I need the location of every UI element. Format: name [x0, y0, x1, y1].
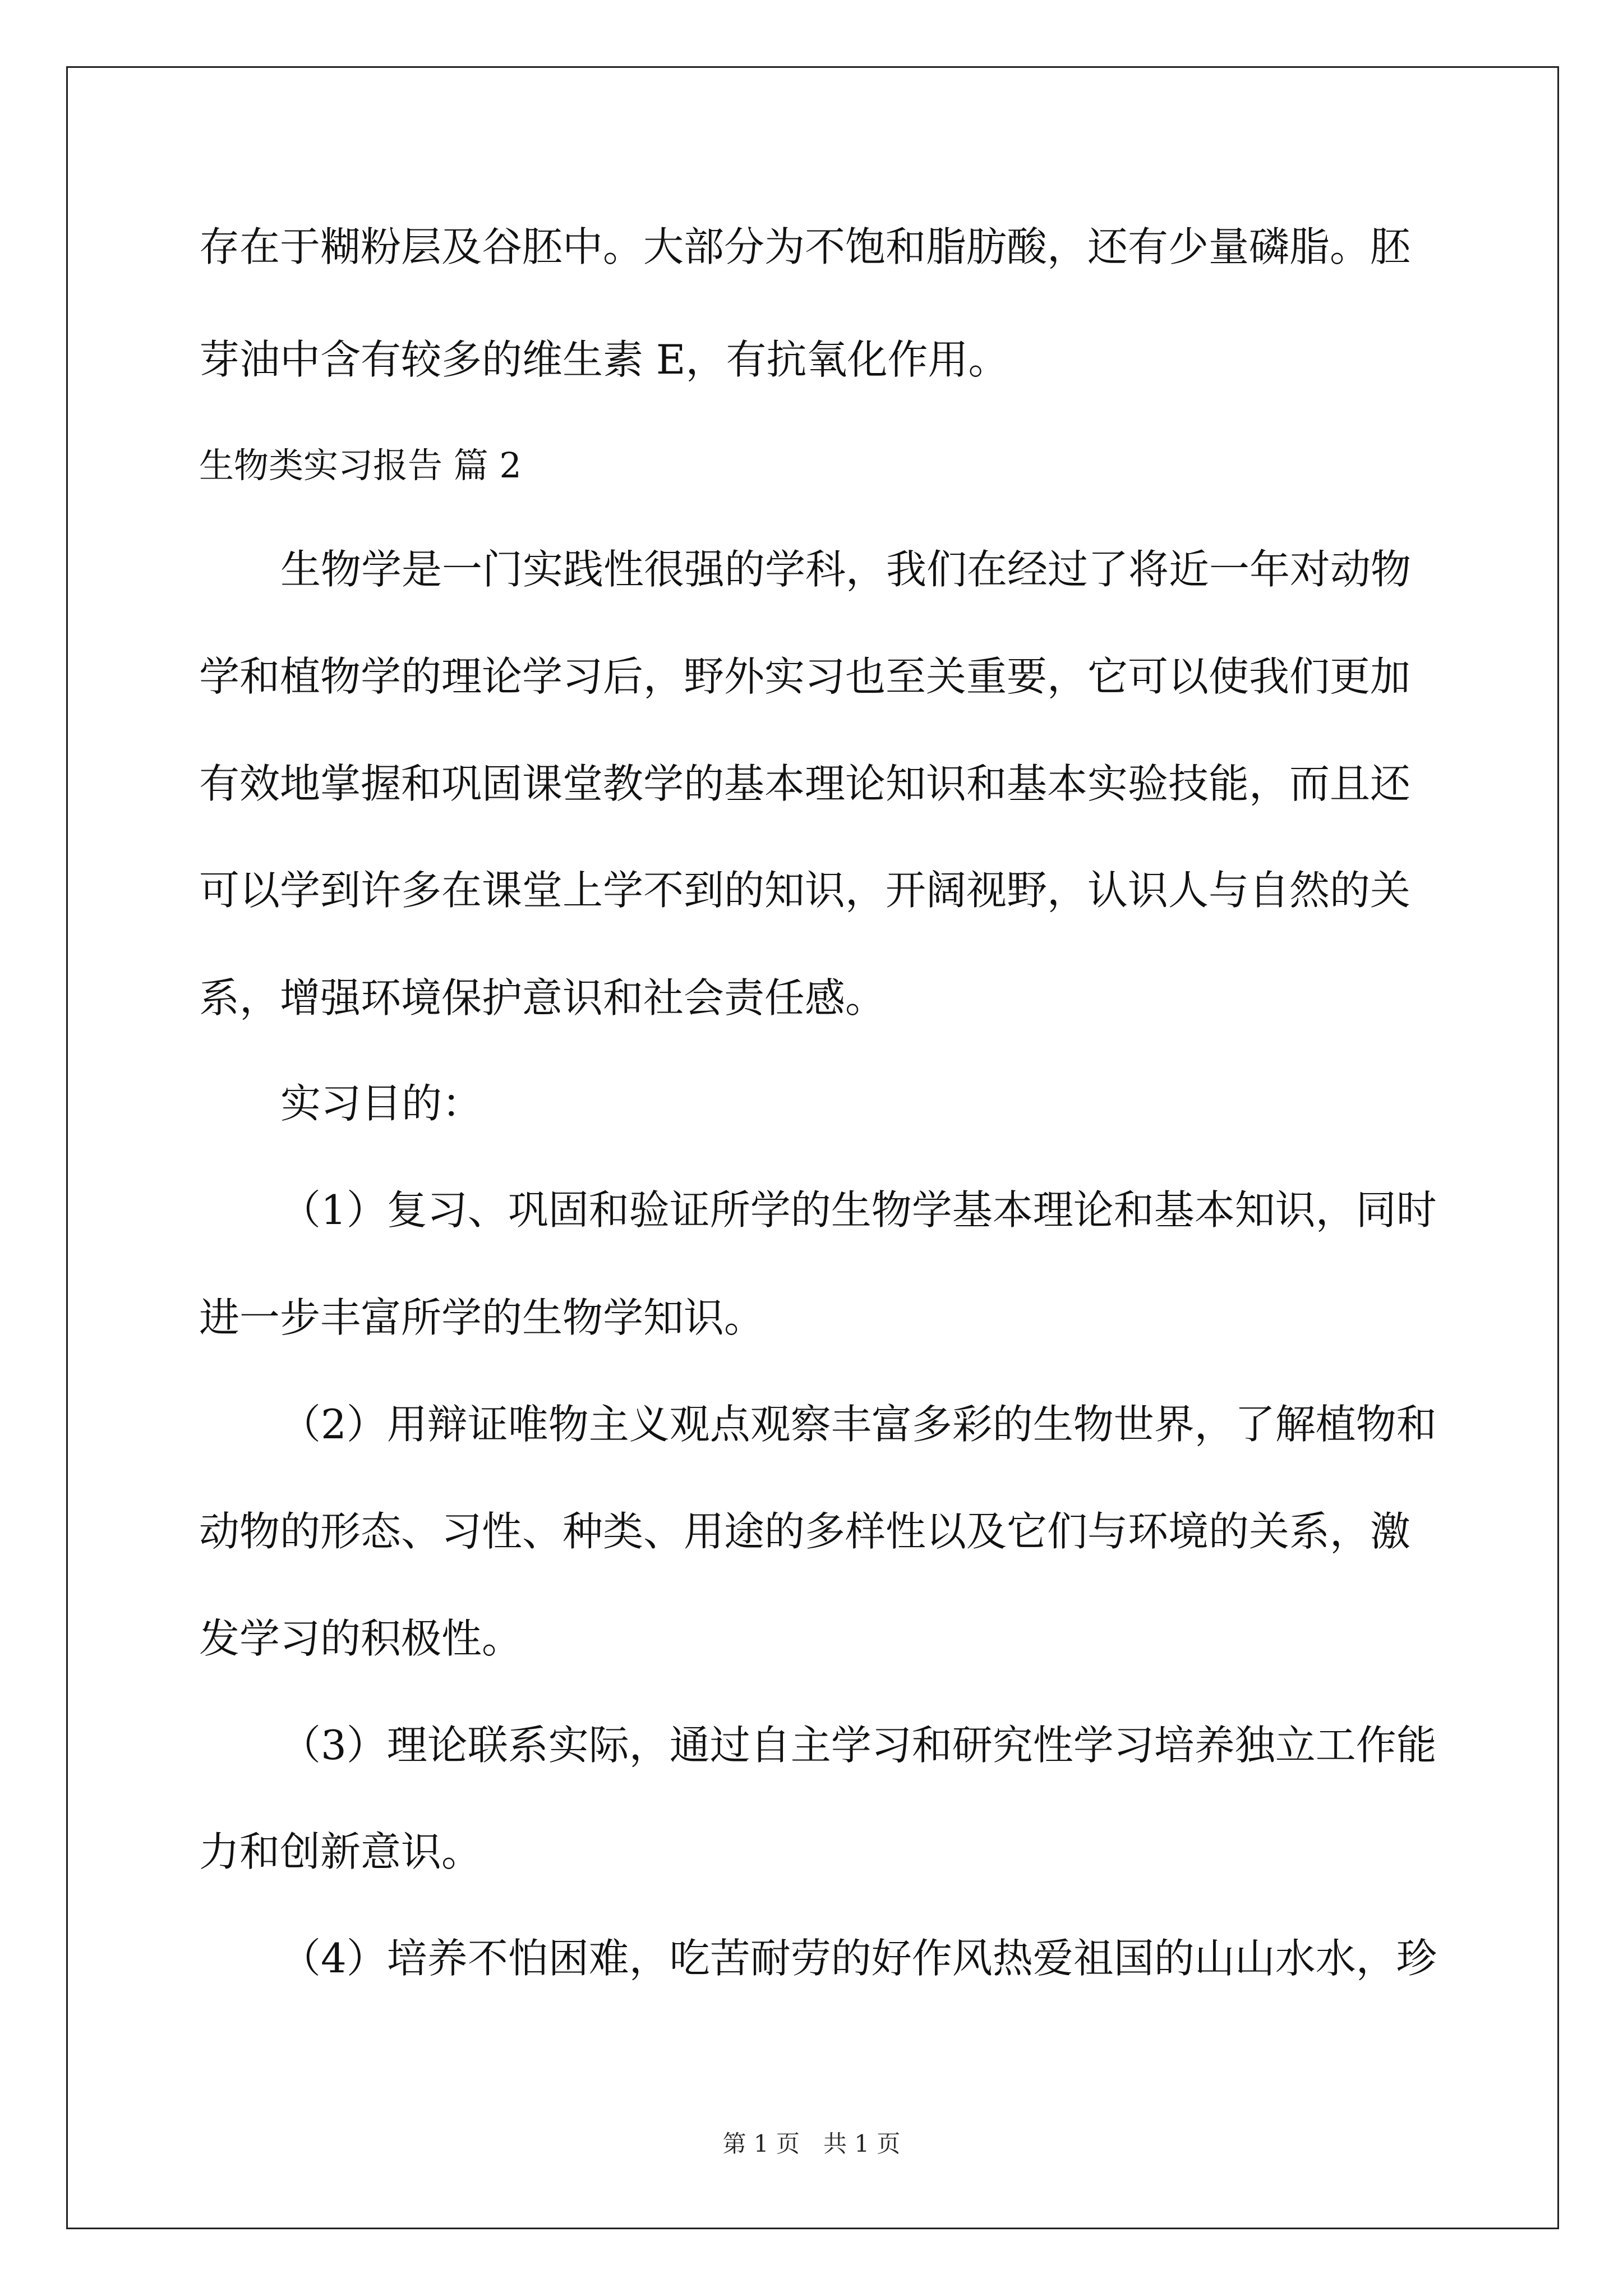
text-line-1: 存在于糊粉层及谷胚中。大部分为不饱和脂肪酸，还有少量磷脂。胚	[199, 223, 1411, 270]
text-line-4: 生物学是一门实践性很强的学科，我们在经过了将近一年对动物	[280, 546, 1412, 593]
page-footer: 第 1 页 共 1 页	[722, 2130, 901, 2157]
text-line-8: 系，增强环境保护意识和社会责任感。	[199, 974, 886, 1022]
section-heading: 生物类实习报告 篇 2	[199, 445, 522, 486]
page-border	[66, 66, 1559, 2229]
text-line-15: （3）理论联系实际，通过自主学习和研究性学习培养独立工作能	[280, 1722, 1437, 1769]
text-line-5: 学和植物学的理论学习后，野外实习也至关重要，它可以使我们更加	[199, 653, 1411, 700]
text-line-13: 动物的形态、习性、种类、用途的多样性以及它们与环境的关系，激	[199, 1508, 1411, 1555]
text-line-16: 力和创新意识。	[199, 1828, 482, 1875]
text-line-2: 芽油中含有较多的维生素 E，有抗氧化作用。	[199, 336, 1009, 383]
text-line-12: （2）用辩证唯物主义观点观察丰富多彩的生物世界，了解植物和	[280, 1401, 1437, 1448]
text-line-10: （1）复习、巩固和验证所学的生物学基本理论和基本知识，同时	[280, 1186, 1437, 1234]
text-line-9: 实习目的：	[280, 1080, 483, 1127]
text-line-14: 发学习的积极性。	[199, 1615, 523, 1662]
text-line-17: （4）培养不怕困难，吃苦耐劳的好作风热爱祖国的山山水水，珍	[280, 1935, 1437, 1982]
text-line-6: 有效地掌握和巩固课堂教学的基本理论知识和基本实验技能，而且还	[199, 760, 1411, 807]
text-line-7: 可以学到许多在课堂上学不到的知识，开阔视野，认识人与自然的关	[199, 867, 1411, 914]
text-line-11: 进一步丰富所学的生物学知识。	[199, 1294, 765, 1341]
